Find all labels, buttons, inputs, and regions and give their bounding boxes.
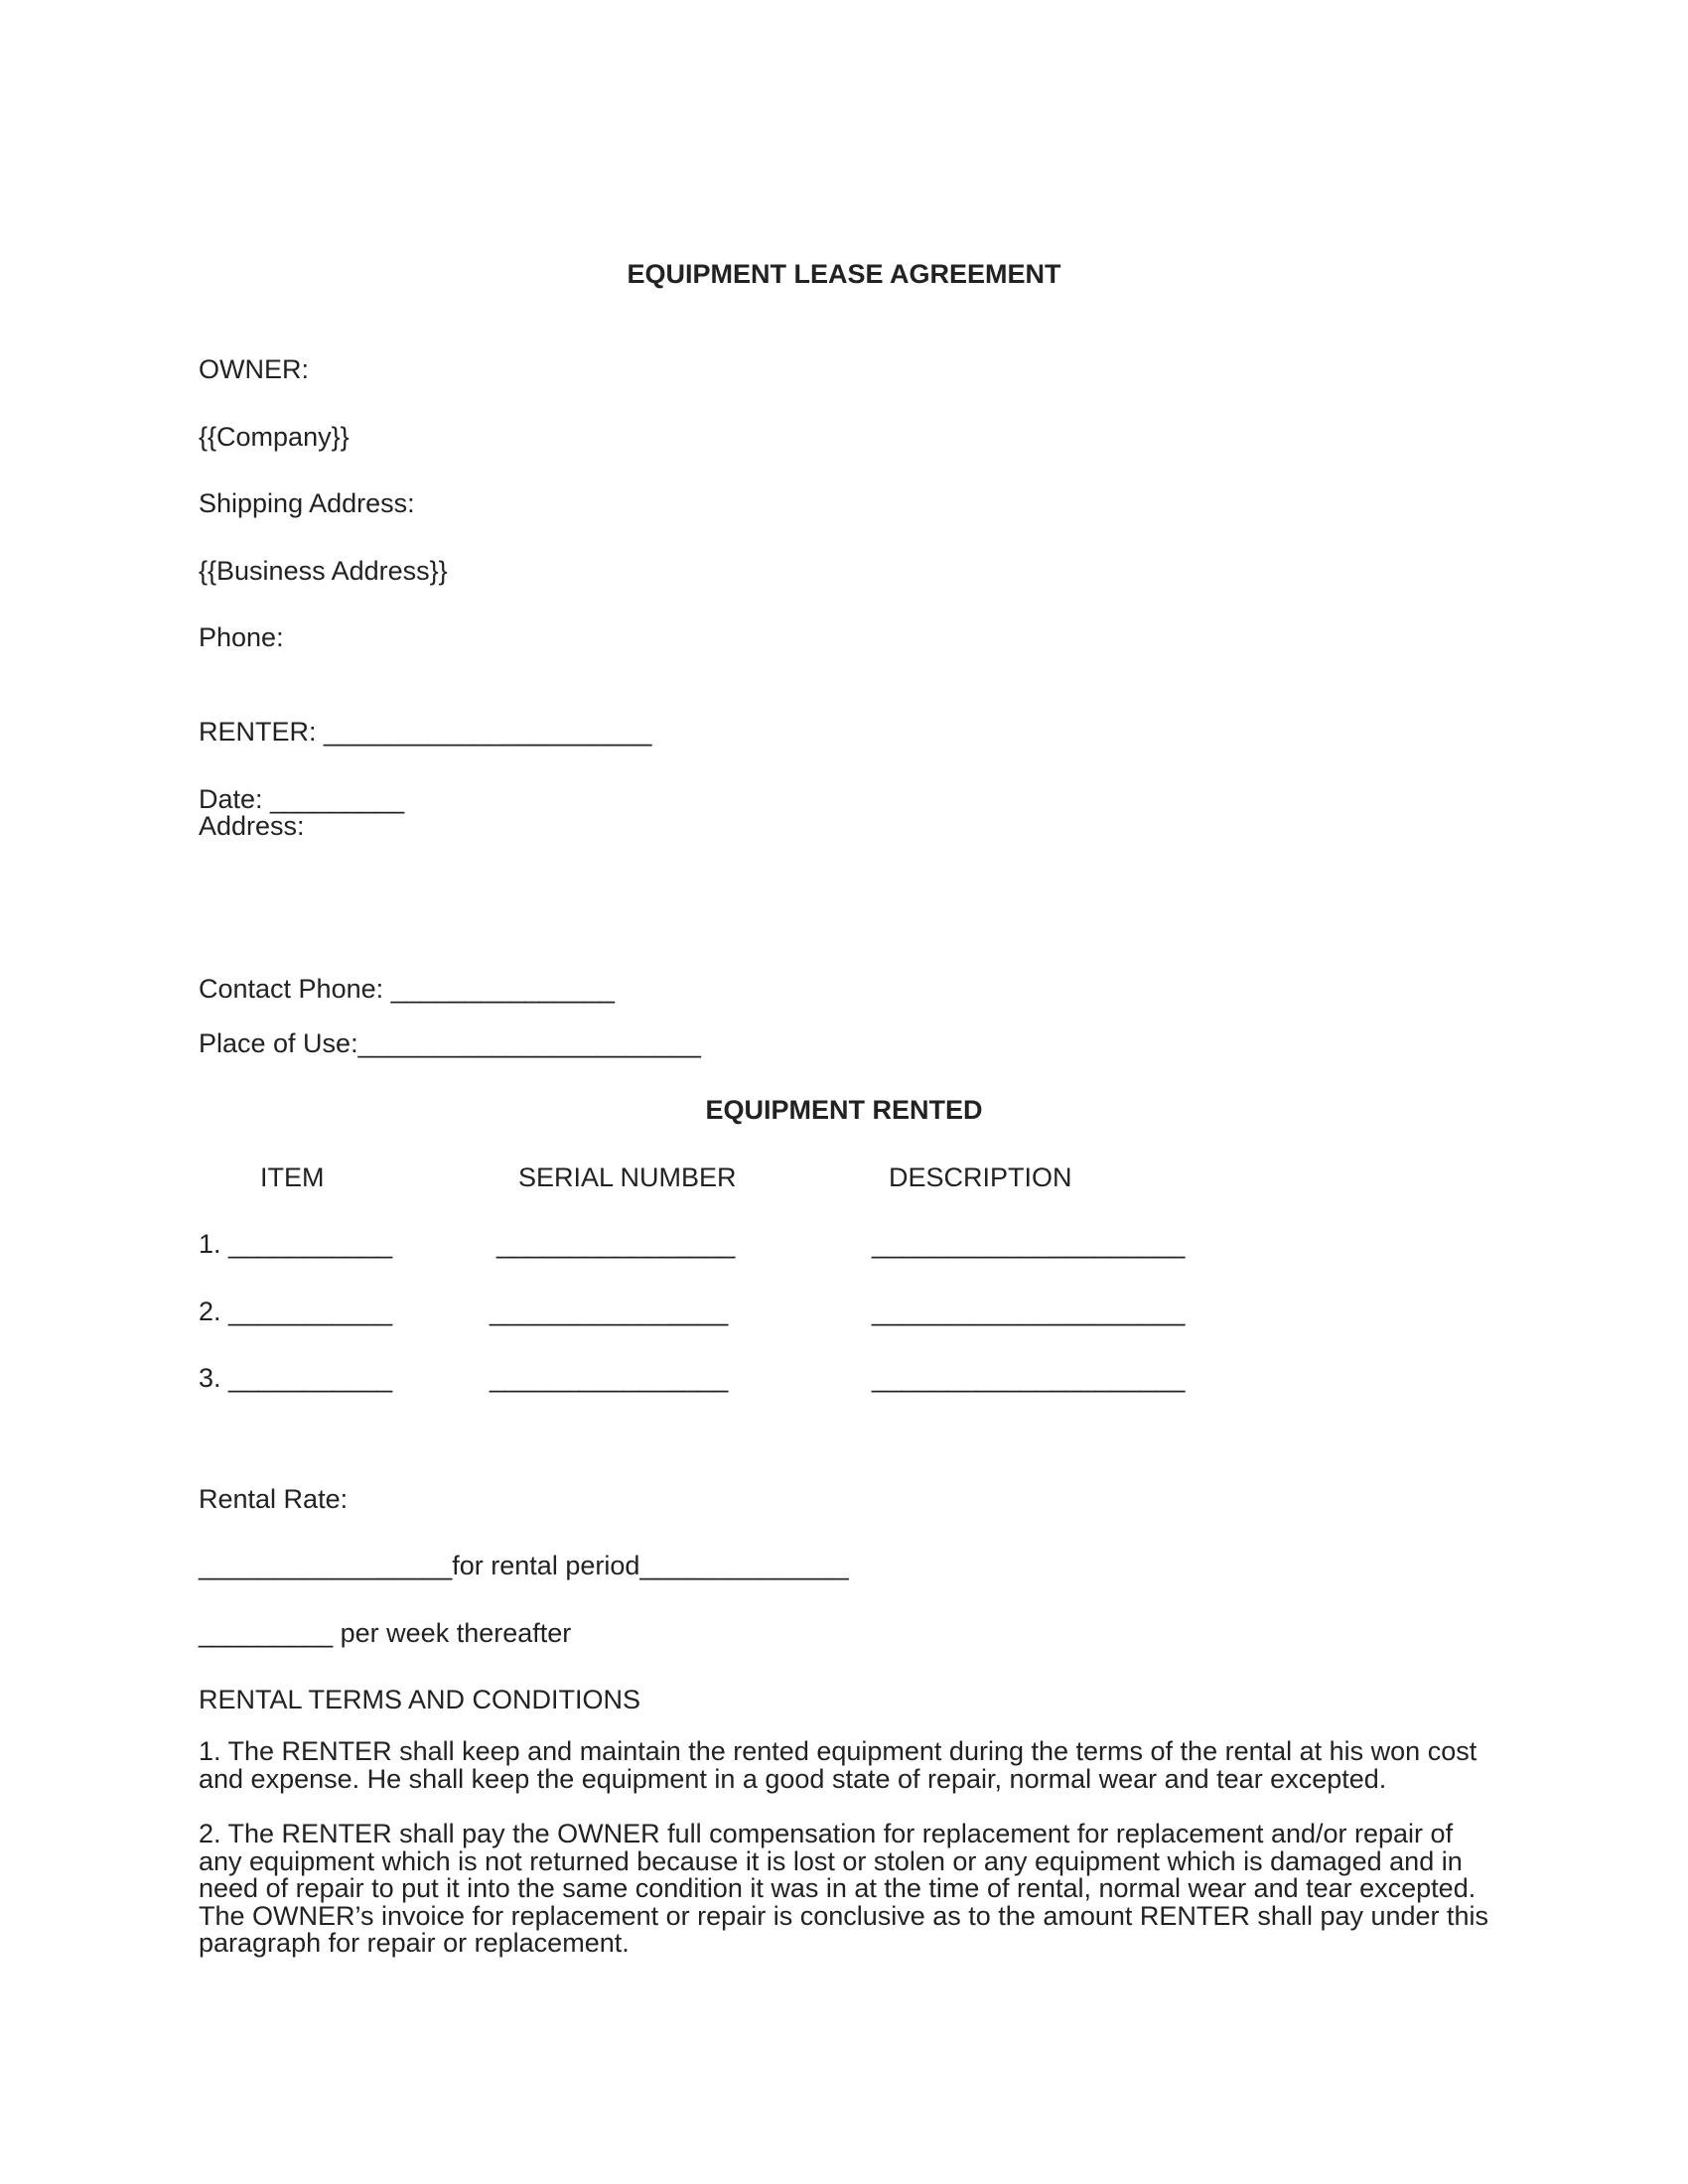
column-header-item: ITEM — [260, 1162, 325, 1192]
equipment-row-2-serial: ________________ — [490, 1297, 729, 1326]
equipment-row-2-item: 2. ___________ — [199, 1297, 393, 1326]
equipment-row-1-item: 1. ___________ — [199, 1229, 393, 1259]
place-of-use-line: Place of Use:_______________________ — [199, 1028, 701, 1058]
equipment-heading: EQUIPMENT RENTED — [705, 1095, 983, 1125]
column-header-description: DESCRIPTION — [889, 1162, 1072, 1192]
equipment-row-3-item: 3. ___________ — [199, 1363, 393, 1393]
owner-label: OWNER: — [199, 354, 309, 384]
shipping-address-label: Shipping Address: — [199, 488, 415, 518]
terms-heading: RENTAL TERMS AND CONDITIONS — [199, 1685, 641, 1714]
renter-line: RENTER: ______________________ — [199, 717, 652, 747]
document-title: EQUIPMENT LEASE AGREEMENT — [627, 259, 1061, 289]
equipment-row-1-serial: ________________ — [496, 1229, 736, 1259]
equipment-row-3-description: _____________________ — [872, 1363, 1186, 1393]
date-line: Date: _________ — [199, 784, 405, 814]
contact-phone-line: Contact Phone: _______________ — [199, 974, 615, 1004]
owner-company: {{Company}} — [199, 422, 350, 452]
terms-clause-1: 1. The RENTER shall keep and maintain the rented equipment during the terms of the rental at his won cost and expense. He shall keep the equipment in a good state of repair, normal wear and tear excepted. — [199, 1736, 1477, 1794]
renter-address-label: Address: — [199, 811, 305, 841]
equipment-row-1-description: _____________________ — [872, 1229, 1186, 1259]
terms-clause-2: 2. The RENTER shall pay the OWNER full compensation for replacement for replacement and/or repair of any equipment which is not returned because it is lost or stolen or any equipment which is damaged and in need of repair to put it into the same condition it was in at the time of rental, normal wear and tear excepted. The OWNER’s invoice for replacement or repair is conclusive as to the amount RENTER shall pay under this paragraph for repair or replacement. — [199, 1819, 1489, 1958]
owner-business-address: {{Business Address}} — [199, 556, 448, 586]
rental-period-line: _________________for rental period______________ — [199, 1551, 849, 1580]
equipment-row-2-description: _____________________ — [872, 1297, 1186, 1326]
equipment-row-3-serial: ________________ — [490, 1363, 729, 1393]
weekly-rate-line: _________ per week thereafter — [199, 1618, 572, 1648]
column-header-serial-number: SERIAL NUMBER — [518, 1162, 737, 1192]
owner-phone-label: Phone: — [199, 622, 284, 652]
rental-rate-label: Rental Rate: — [199, 1484, 349, 1514]
